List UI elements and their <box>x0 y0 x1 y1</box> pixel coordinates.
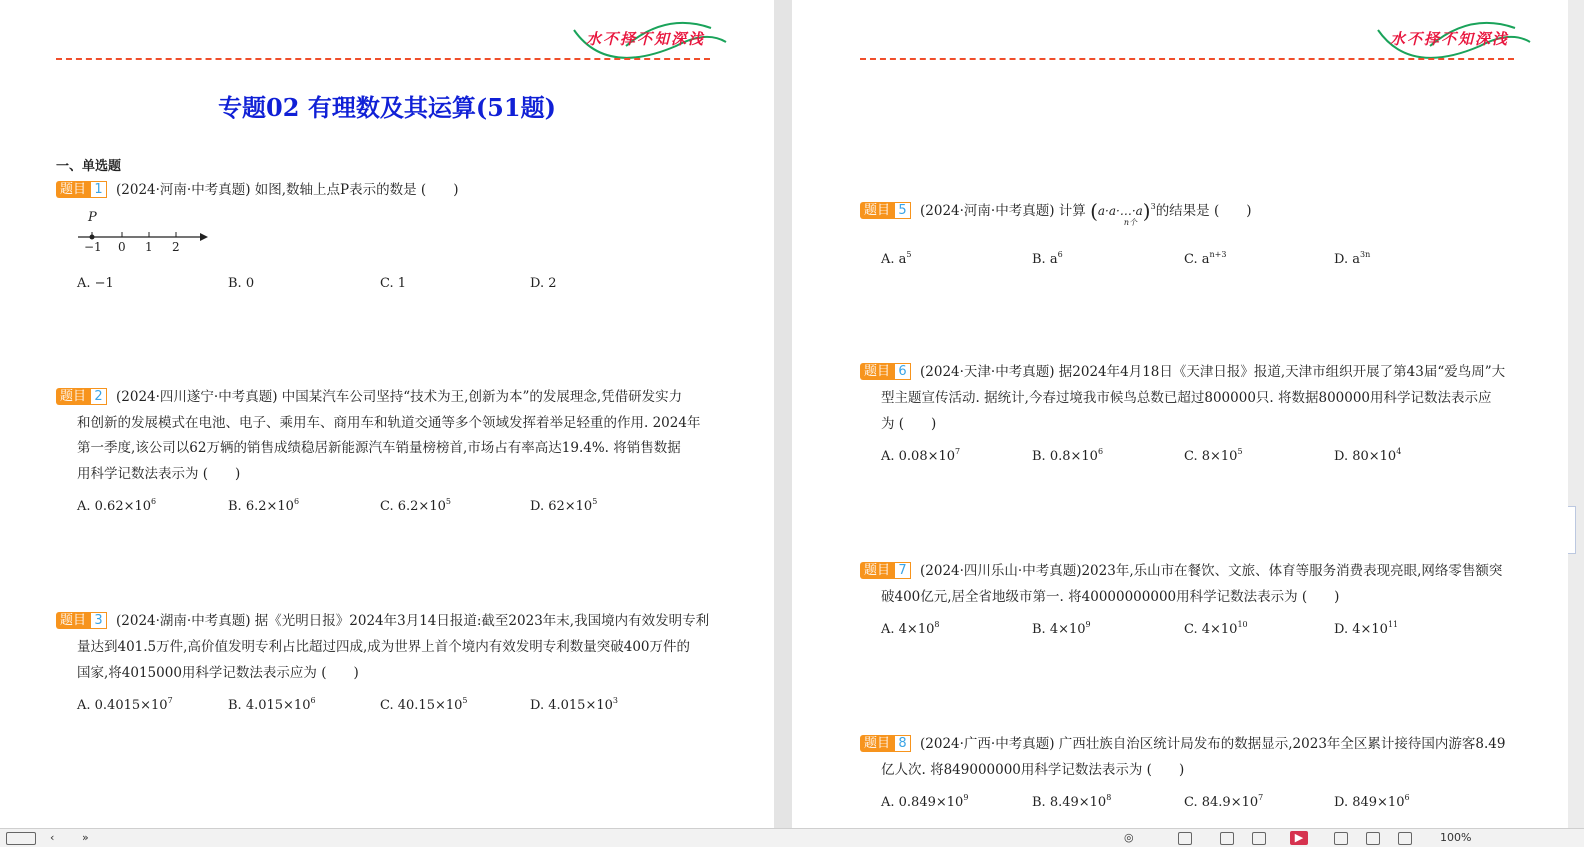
option-a[interactable]: A. $0.849\times 10^9$ <box>881 793 969 810</box>
option-a[interactable]: A. $0.4015\times 10^7$ <box>77 696 173 713</box>
option-b[interactable]: B. $4\times 10^9$ <box>1032 620 1091 637</box>
logo-text: 水不择不知深浅 <box>1390 30 1510 48</box>
single-page-icon[interactable] <box>1178 832 1192 845</box>
page-gutter <box>774 0 792 828</box>
option-d[interactable]: D. 2 <box>530 276 557 291</box>
section-heading: 一、单选题 <box>56 159 122 174</box>
product-expression: a·a·…·a n个 <box>1097 204 1143 227</box>
option-b[interactable]: B. $6.2\times 10^6$ <box>228 497 300 514</box>
brand-logo <box>566 16 736 56</box>
question-text: (2024·四川遂宁·中考真题) 中国某汽车公司坚持“技术为王,创新为本”的发展理念,凭借研发实力 <box>116 389 683 405</box>
option-a[interactable]: A. $0.08\times 10^7$ <box>881 447 961 464</box>
question-badge: 题目 3 <box>56 612 107 629</box>
continuous-page-icon[interactable] <box>1220 832 1234 845</box>
brand-logo <box>1370 16 1540 56</box>
question-text: (2024·四川乐山·中考真题)2023年,乐山市在餐饮、文旅、体育等服务消费表现亮眼,网络零售额突 <box>920 563 1503 579</box>
question-text: 第一季度,该公司以62万辆的销售成绩稳居新能源汽车销量榜榜首,市场占有率高达19.4%. 将销售数据 <box>77 440 681 456</box>
document-page-1 <box>0 0 774 828</box>
question-text: 用科学记数法表示为 ( ) <box>77 466 241 482</box>
question-badge: 题目 5 <box>860 202 911 219</box>
option-b[interactable]: B. $a^6$ <box>1032 250 1063 267</box>
question-text: 亿人次. 将849000000用科学记数法表示为 ( ) <box>881 762 1185 778</box>
question-text: (2024·湖南·中考真题) 据《光明日报》2024年3月14日报道:截至2023年末,我国境内有效发明专利 <box>116 613 710 629</box>
play-icon[interactable]: ▶ <box>1290 831 1308 845</box>
option-b[interactable]: B. 0 <box>228 276 255 291</box>
header-divider <box>860 58 1514 60</box>
fullscreen-icon[interactable] <box>1398 832 1412 845</box>
option-a[interactable]: A. $a^5$ <box>881 250 912 267</box>
prev-page-icon[interactable]: ‹ <box>50 831 55 844</box>
question-badge: 题目 1 <box>56 181 107 198</box>
question-text: (2024·河南·中考真题) 如图,数轴上点P表示的数是 ( ) <box>116 182 459 198</box>
question-text: (2024·河南·中考真题) 计算 (a·a·…·a n个 )$^3$的结果是 ( ) <box>920 199 1252 227</box>
option-d[interactable]: D. $80\times 10^4$ <box>1334 447 1402 464</box>
option-c[interactable]: C. $6.2\times 10^5$ <box>380 497 451 514</box>
two-page-icon[interactable] <box>1252 832 1266 845</box>
option-c[interactable]: C. $4\times 10^{10}$ <box>1184 620 1248 637</box>
question-text: 型主题宣传活动. 据统计,今春过境我市候鸟总数已超过800000只. 将数据800000用科学记数法表示应 <box>881 390 1492 406</box>
tick-label: 1 <box>145 240 153 254</box>
number-line-figure <box>74 210 214 260</box>
option-d[interactable]: D. $4\times 10^{11}$ <box>1334 620 1399 637</box>
question-text: 国家,将4015000用科学记数法表示应为 ( ) <box>77 665 359 681</box>
option-c[interactable]: C. $a^{n+3}$ <box>1184 250 1227 267</box>
point-label: P <box>88 210 97 225</box>
question-text: 和创新的发展模式在电池、电子、乘用车、商用车和轨道交通等多个领域发挥着举足轻重的作用. 2024年 <box>77 415 701 431</box>
question-text: (2024·广西·中考真题) 广西壮族自治区统计局发布的数据显示,2023年全区累计接待国内游客8.49 <box>920 736 1506 752</box>
option-d[interactable]: D. $a^{3n}$ <box>1334 250 1371 267</box>
next-page-icon[interactable]: » <box>82 831 89 844</box>
tick-label: 0 <box>118 240 126 254</box>
question-badge: 题目 8 <box>860 735 911 752</box>
status-bar <box>0 828 1584 847</box>
option-c[interactable]: C. $8\times 10^5$ <box>1184 447 1243 464</box>
option-d[interactable]: D. $4.015\times 10^3$ <box>530 696 618 713</box>
option-a[interactable]: A. $0.62\times 10^6$ <box>77 497 157 514</box>
question-badge: 题目 2 <box>56 388 107 405</box>
question-badge: 题目 6 <box>860 363 911 380</box>
fit-page-icon[interactable] <box>1334 832 1348 845</box>
option-c[interactable]: C. $40.15\times 10^5$ <box>380 696 468 713</box>
fit-width-icon[interactable] <box>1366 832 1380 845</box>
question-text: 为 ( ) <box>881 416 937 432</box>
option-c[interactable]: C. 1 <box>380 276 407 291</box>
eye-icon[interactable]: ◎ <box>1124 831 1134 844</box>
option-a[interactable]: A. −1 <box>77 276 114 291</box>
option-b[interactable]: B. $8.49\times 10^8$ <box>1032 793 1112 810</box>
tick-label: −1 <box>84 240 102 254</box>
option-b[interactable]: B. $4.015\times 10^6$ <box>228 696 316 713</box>
question-text: (2024·天津·中考真题) 据2024年4月18日《天津日报》报道,天津市组织开展了第43届“爱鸟周”大 <box>920 364 1506 380</box>
page-title: 专题02 有理数及其运算(51题) <box>218 93 556 122</box>
option-a[interactable]: A. $4\times 10^8$ <box>881 620 940 637</box>
right-scroll-area[interactable] <box>1568 0 1584 828</box>
option-c[interactable]: C. $84.9\times 10^7$ <box>1184 793 1264 810</box>
question-badge: 题目 7 <box>860 562 911 579</box>
zoom-level[interactable]: 100% <box>1440 831 1472 844</box>
option-d[interactable]: D. $849\times 10^6$ <box>1334 793 1410 810</box>
option-d[interactable]: D. $62\times 10^5$ <box>530 497 598 514</box>
document-page-2 <box>792 0 1568 828</box>
tick-label: 2 <box>172 240 180 254</box>
question-text: 破400亿元,居全省地级市第一. 将40000000000用科学记数法表示为 ( ) <box>881 589 1340 605</box>
question-text: 量达到401.5万件,高价值发明专利占比超过四成,成为世界上首个境内有效发明专利数量突破400万件的 <box>77 639 690 655</box>
logo-text: 水不择不知深浅 <box>586 30 706 48</box>
page-field-icon[interactable] <box>6 832 36 845</box>
option-b[interactable]: B. $0.8\times 10^6$ <box>1032 447 1104 464</box>
header-divider <box>56 58 710 60</box>
